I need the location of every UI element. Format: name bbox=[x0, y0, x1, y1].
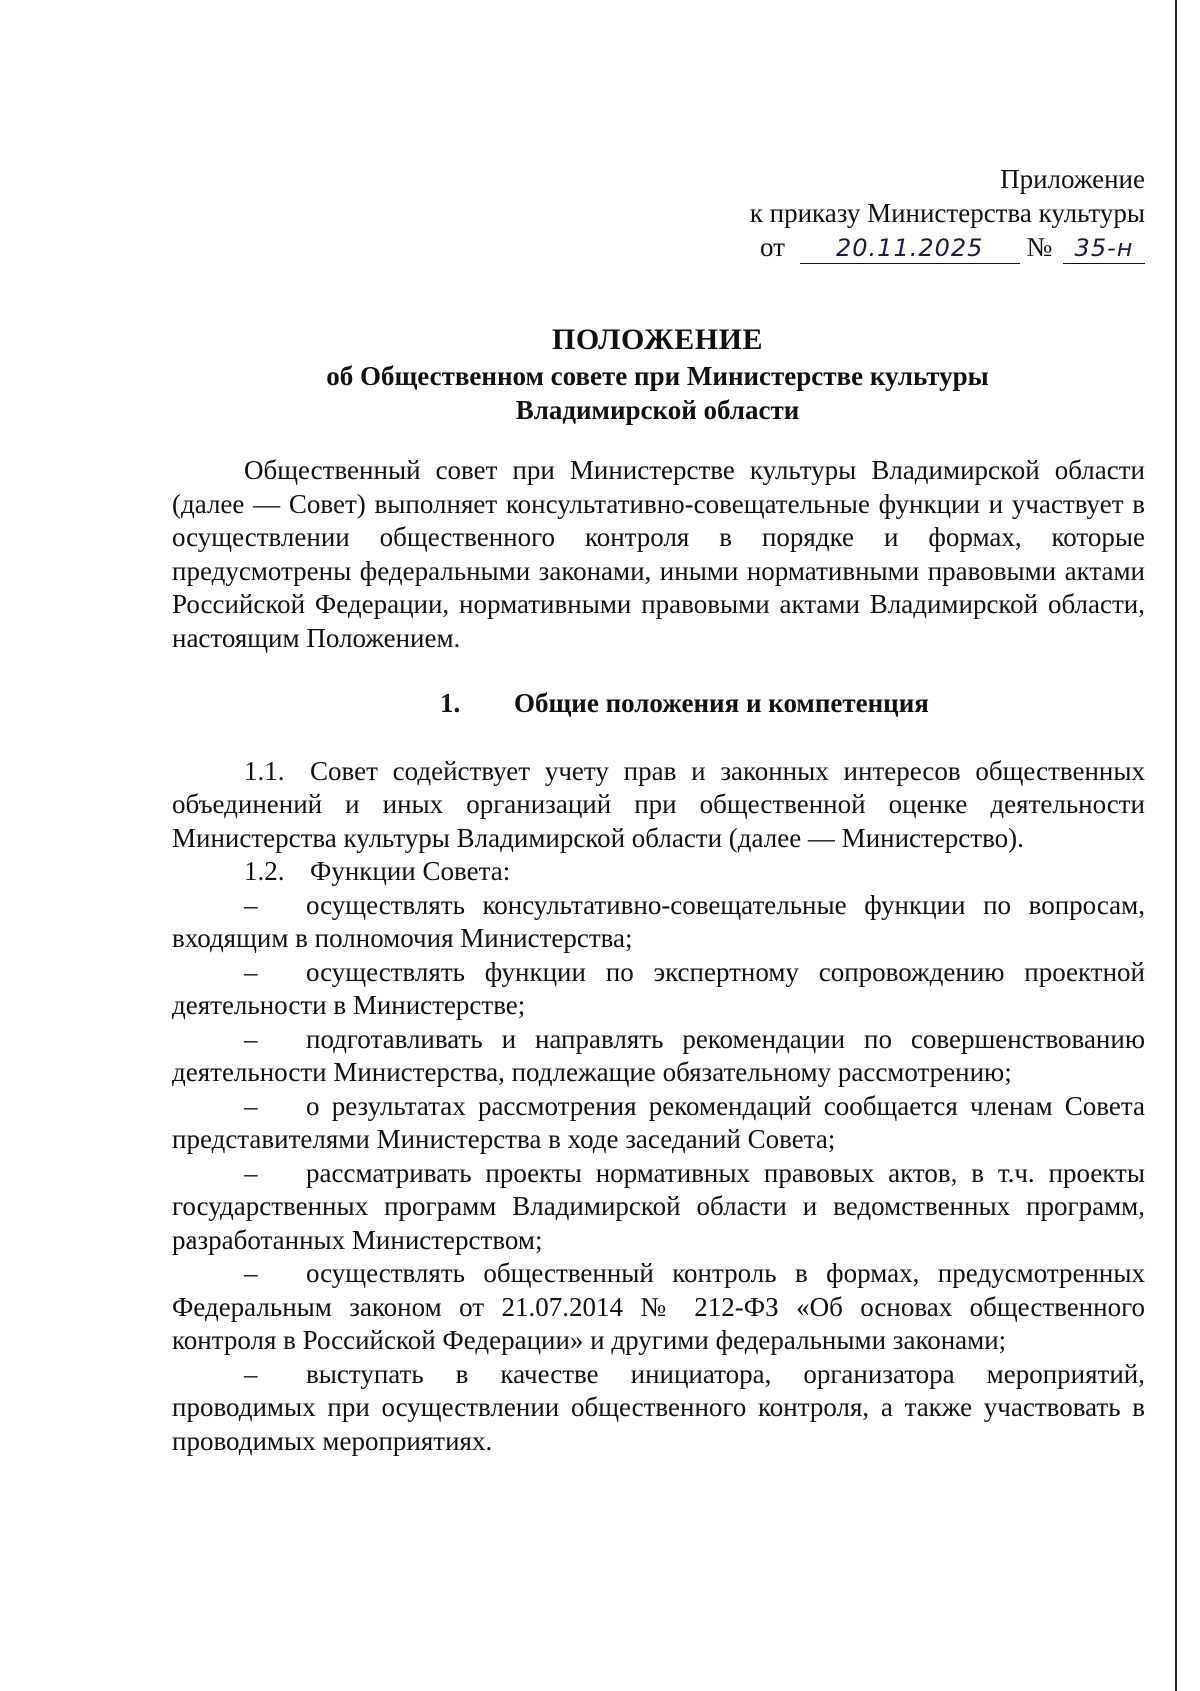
clause-text: Функции Совета: bbox=[310, 856, 511, 886]
clause-1-1 bbox=[172, 755, 1145, 856]
dash-bullet: – bbox=[244, 1090, 258, 1121]
clause-text: Совет содействует учету прав и законных интересов общественных объединений и иных организаций при общественной оценке деятельности Министерства культуры Владимирской области (далее — Министерство). bbox=[172, 755, 1145, 853]
function-text: рассматривать проекты нормативных правовых актов, в т.ч. проекты государственных программ Владимирской области и ведомственных программ, разработанных Министерством; bbox=[172, 1157, 1145, 1255]
annex-block bbox=[750, 162, 1145, 264]
handwritten-number: 35-н bbox=[1063, 233, 1145, 264]
dash-bullet: – bbox=[244, 1023, 258, 1054]
dash-bullet: – bbox=[244, 889, 258, 920]
document-body bbox=[172, 454, 1145, 1458]
dash-bullet: – bbox=[244, 1358, 258, 1389]
function-item bbox=[172, 1090, 1145, 1157]
dash-bullet: – bbox=[244, 1258, 258, 1288]
intro-paragraph: Общественный совет при Министерстве культуры Владимирской области (далее — Совет) выполняет консультативно-совещательные функции и участвует в осуществлении общественного контроля в порядке и формах, которые предусмотрены федеральными законами, иными нормативными правовыми актами Российской Федерации, нормативными правовыми актами Владимирской области, настоящим Положением. bbox=[172, 455, 1145, 653]
document-title: ПОЛОЖЕНИЕ bbox=[552, 323, 763, 356]
clause-number: 1.1. bbox=[244, 755, 285, 786]
function-text: осуществлять общественный контроль в формах, предусмотренных Федеральным законом от 21.07.2014 № 212-ФЗ «Об основах общественного контроля в Российской Федерации» и другими федеральными законами; bbox=[172, 1258, 1145, 1355]
function-text: о результатах рассмотрения рекомендаций сообщается членам Совета представителями Министерства в ходе заседаний Совета; bbox=[172, 1090, 1145, 1154]
function-item bbox=[172, 1157, 1145, 1258]
clause-1-2 bbox=[172, 855, 1145, 889]
document-subtitle-line1: об Общественном совете при Министерстве культуры bbox=[326, 361, 989, 391]
function-text: выступать в качестве инициатора, организатора мероприятий, проводимых при осуществлении общественного контроля, а также участвовать в проводимых мероприятиях. bbox=[172, 1358, 1145, 1456]
date-prefix: от bbox=[760, 232, 785, 262]
clause-number: 1.2. bbox=[244, 856, 285, 886]
scan-edge-line bbox=[1175, 0, 1177, 1691]
dash-bullet: – bbox=[244, 1157, 258, 1188]
section-heading bbox=[172, 687, 1145, 721]
function-text: осуществлять консультативно-совещательные функции по вопросам, входящим в полномочия Министерства; bbox=[172, 889, 1145, 953]
annex-date-line bbox=[750, 230, 1145, 264]
function-text: подготавливать и направлять рекомендации по совершенствованию деятельности Министерства, подлежащие обязательному рассмотрению; bbox=[172, 1023, 1145, 1087]
function-item bbox=[172, 1257, 1145, 1358]
section-number: 1. bbox=[440, 688, 461, 718]
function-item bbox=[172, 889, 1145, 956]
function-item bbox=[172, 1023, 1145, 1090]
function-item bbox=[172, 956, 1145, 1023]
section-title: Общие положения и компетенция bbox=[514, 688, 929, 718]
document-subtitle-line2: Владимирской области bbox=[515, 395, 800, 425]
number-prefix: № bbox=[1026, 232, 1053, 262]
annex-title: Приложение bbox=[1000, 164, 1145, 194]
annex-subtitle: к приказу Министерства культуры bbox=[749, 198, 1145, 228]
dash-bullet: – bbox=[244, 956, 258, 987]
handwritten-date: 20.11.2025 bbox=[800, 233, 1020, 264]
document-heading bbox=[170, 321, 1145, 427]
function-text: осуществлять функции по экспертному сопровождению проектной деятельности в Министерстве; bbox=[172, 956, 1145, 1020]
function-item bbox=[172, 1358, 1145, 1459]
